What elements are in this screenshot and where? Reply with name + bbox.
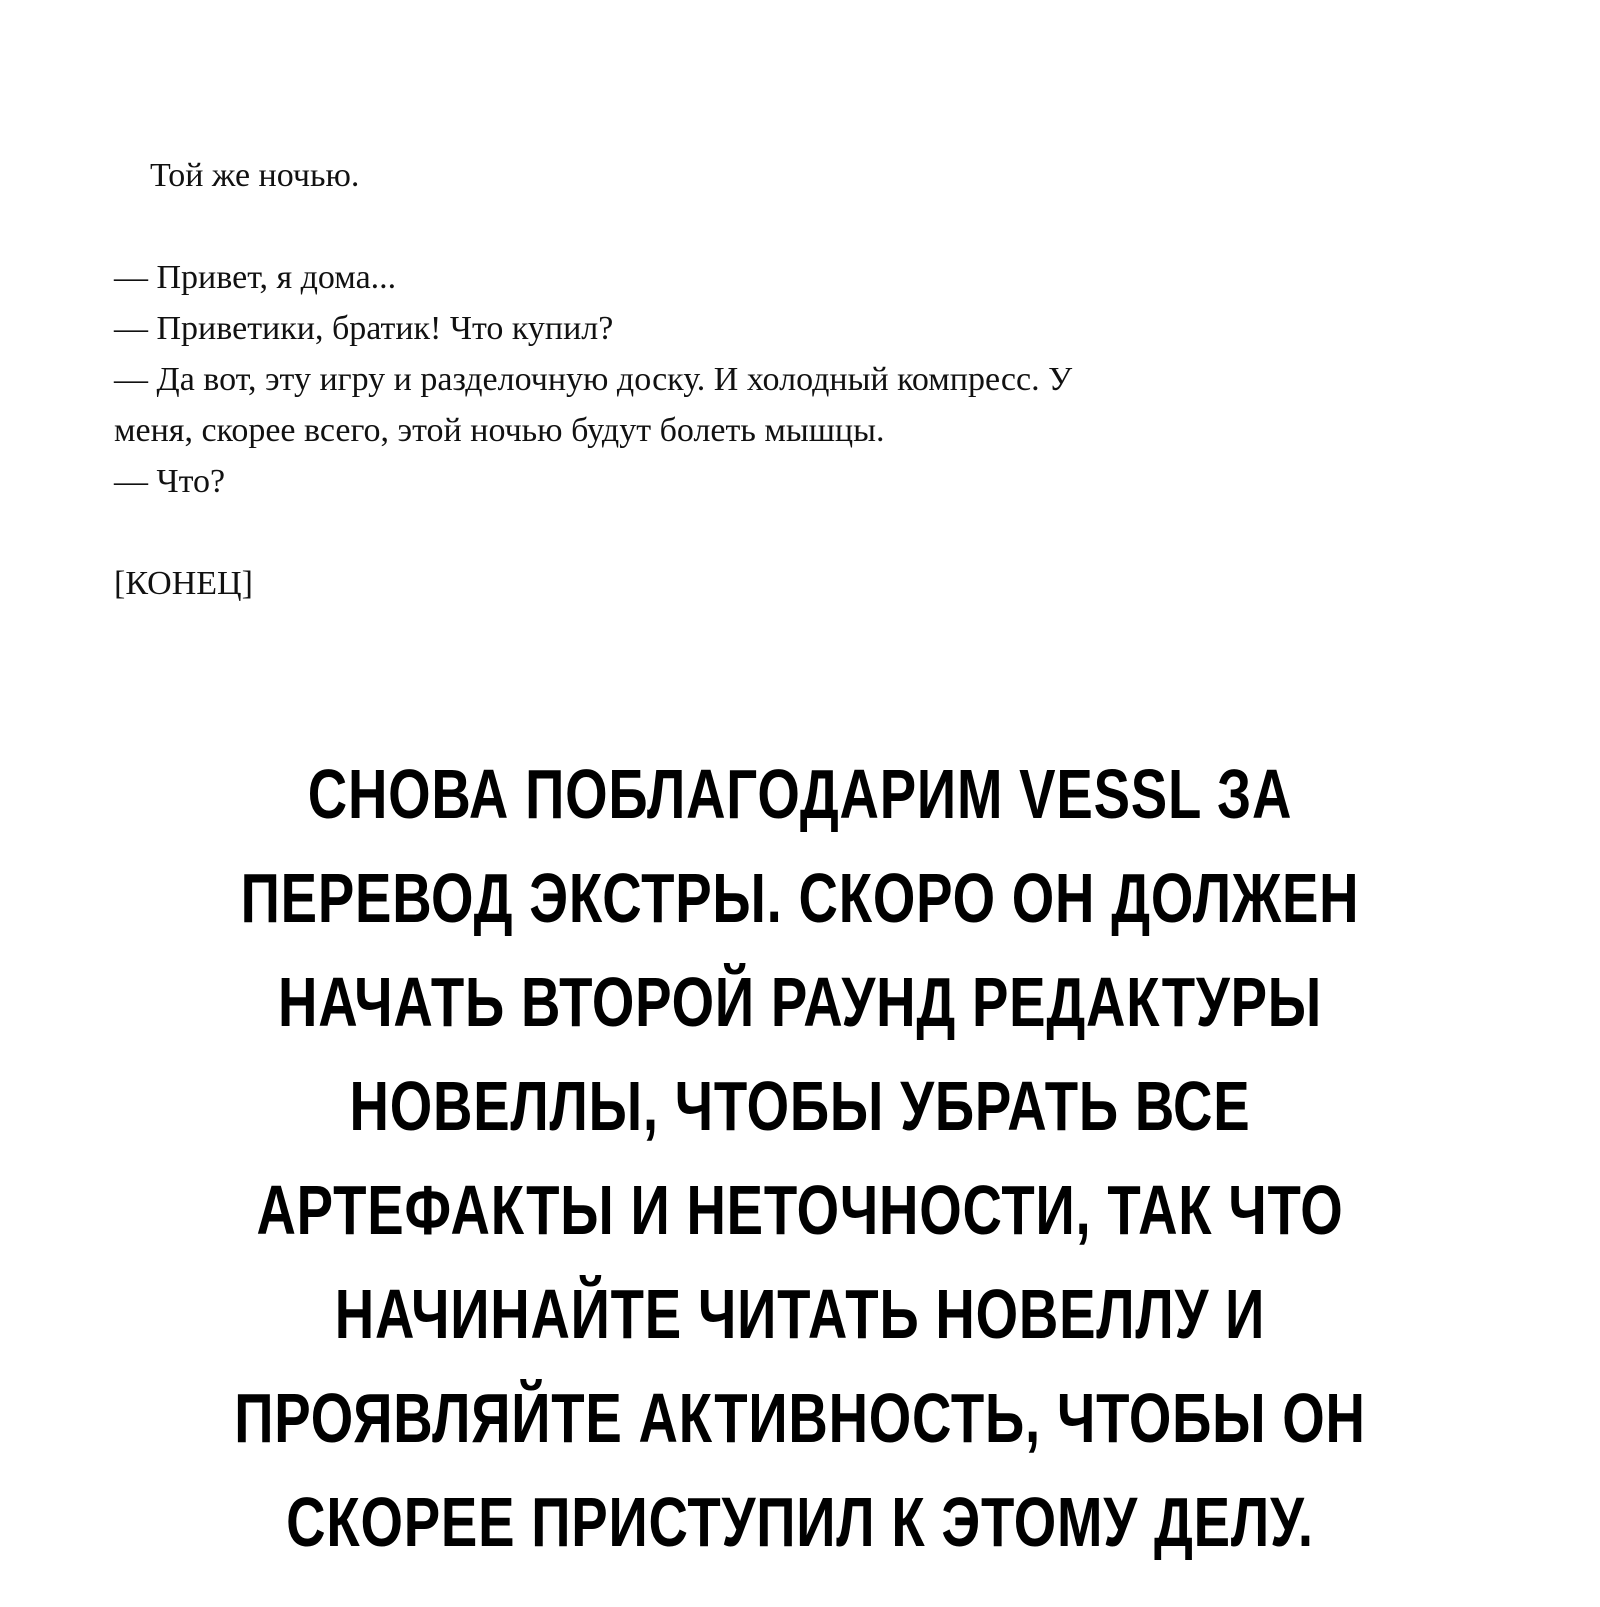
notice-line: ПРОЯВЛЯЙТЕ АКТИВНОСТЬ, ЧТОБЫ ОН <box>234 1379 1366 1457</box>
paragraph-gap <box>114 201 1374 252</box>
notice-line: СНОВА ПОБЛАГОДАРИМ VESSL ЗА <box>307 755 1293 833</box>
scene-heading: Той же ночью. <box>150 157 360 194</box>
dialogue-line: — Привет, я дома... <box>114 259 397 296</box>
notice-line: НОВЕЛЛЫ, ЧТОБЫ УБРАТЬ ВСЕ <box>349 1067 1251 1145</box>
notice-line: ПЕРЕВОД ЭКСТРЫ. СКОРО ОН ДОЛЖЕН <box>240 859 1360 937</box>
end-marker: [КОНЕЦ] <box>114 565 253 602</box>
dialogue-line: — Приветики, братик! Что купил? <box>114 310 614 347</box>
story-text-block <box>114 150 1374 609</box>
paragraph-gap <box>114 507 1374 558</box>
dialogue-line: меня, скорее всего, этой ночью будут болеть мышцы. <box>114 412 885 449</box>
notice-line: НАЧАТЬ ВТОРОЙ РАУНД РЕДАКТУРЫ <box>277 963 1323 1041</box>
translator-notice <box>176 742 1424 1574</box>
dialogue-line: — Что? <box>114 463 226 500</box>
notice-line: НАЧИНАЙТЕ ЧИТАТЬ НОВЕЛЛУ И <box>334 1275 1266 1353</box>
dialogue-line: — Да вот, эту игру и разделочную доску. И холодный компресс. У <box>114 361 1073 398</box>
notice-line: СКОРЕЕ ПРИСТУПИЛ К ЭТОМУ ДЕЛУ. <box>286 1483 1314 1561</box>
notice-line: АРТЕФАКТЫ И НЕТОЧНОСТИ, ТАК ЧТО <box>256 1171 1344 1249</box>
